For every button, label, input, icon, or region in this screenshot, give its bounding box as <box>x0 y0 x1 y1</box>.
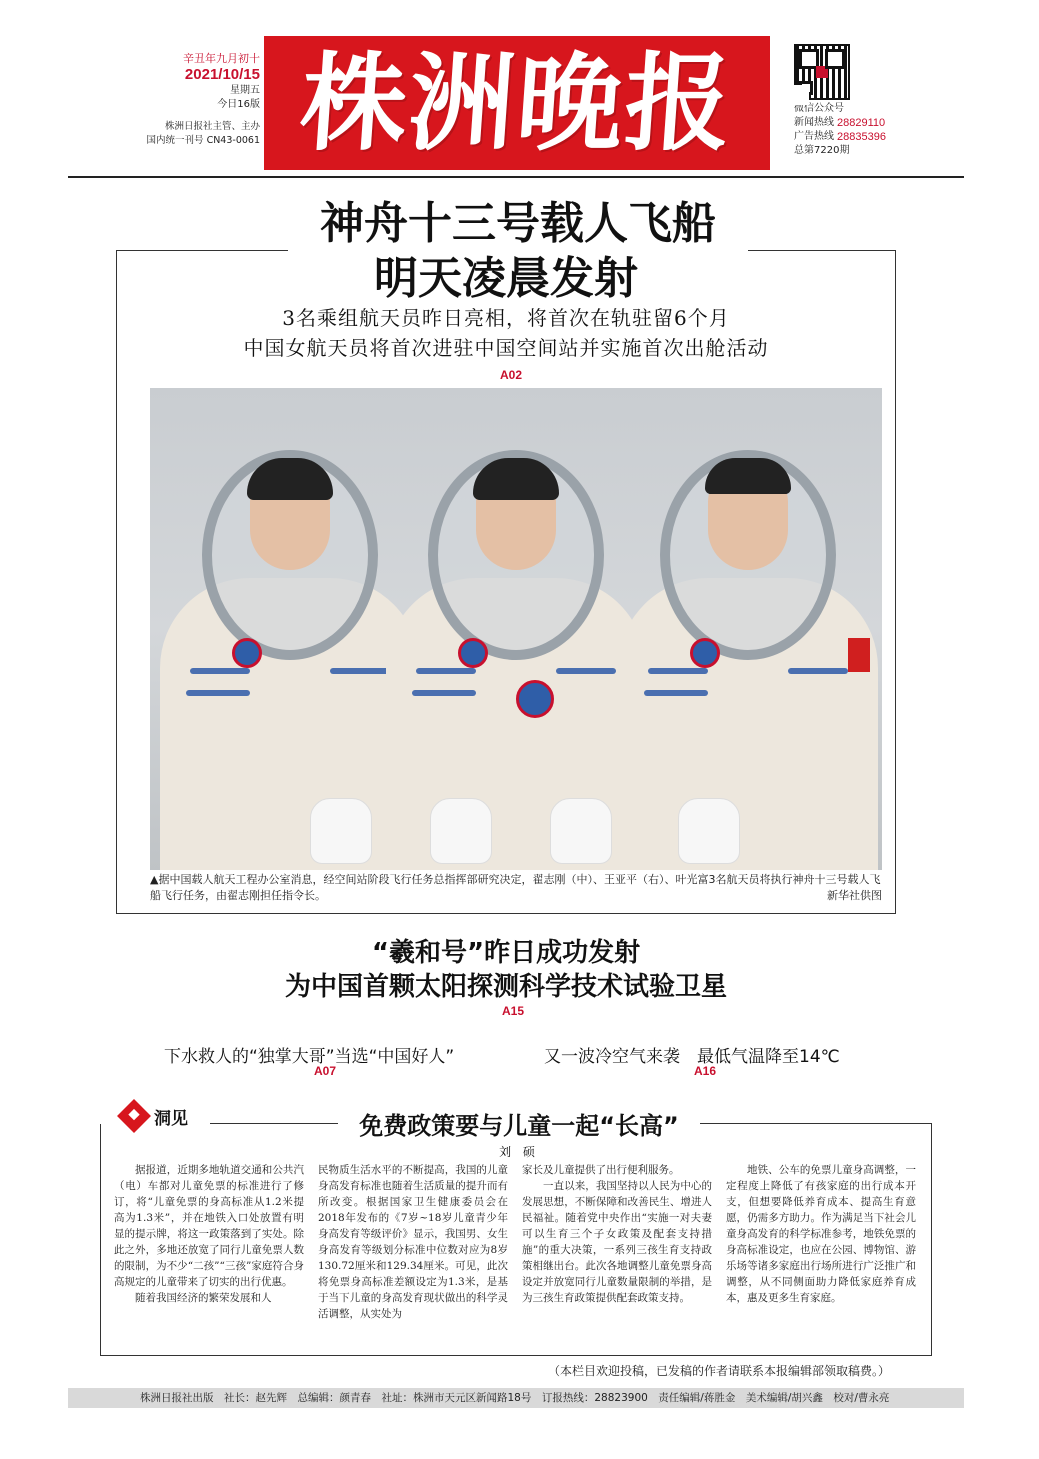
column-text-col4 <box>726 1162 916 1306</box>
paragraph: 民物质生活水平的不断提高，我国的儿童身高发育标准也随着生活质量的提升而有所改变。根据国家卫生健康委员会在2018年发布的《7岁~18岁儿童青少年身高发育等级评价》显示，我国男、女生身高发育等级划分标准中位数对应为8岁130.72厘米和129.34厘米。可见，此次将免票身高标准差额设定为1.3米，是基于当下儿童的身高发育现状做出的科学灵活调整，从实处为 <box>318 1164 508 1320</box>
issue-date: 2021/10/15 <box>184 66 260 83</box>
column-top-rule <box>700 1123 932 1124</box>
teaser-cold-wave[interactable]: 又一波冷空气来袭 最低气温降至14℃ <box>544 1047 840 1067</box>
news-hotline-number: 28829110 <box>837 117 886 129</box>
paragraph: 据报道，近期多地轨道交通和公共汽（电）车都对儿童免票的标准进行了修订，将“儿童免票的身高标准从1.2米提高为1.3米”，并在地铁入口处放置有明显的提示牌，将这一政策落到了实处。除此之外，多地还放宽了同行儿童免票人数的限制，为不少“二孩”“三孩”家庭符合身高规定的儿童带来了切实的出行优惠。 <box>114 1164 304 1288</box>
ad-hotline-label: 广告热线 <box>794 131 834 142</box>
lead-headline-line1[interactable]: 神舟十三号载人飞船 <box>288 196 748 252</box>
mission-badge-icon <box>458 638 488 668</box>
column-title[interactable]: 免费政策要与儿童一起“长高” <box>338 1106 700 1141</box>
astronaut-left <box>160 428 420 870</box>
paragraph: 家长及儿童提供了出行便利服务。 <box>522 1164 680 1176</box>
teaser-good-samaritan[interactable]: 下水救人的“独掌大哥”当选“中国好人” <box>164 1047 455 1067</box>
ad-hotline <box>794 130 944 144</box>
lead-subheadline-1: 3名乘组航天员昨日亮相，将首次在轨驻留6个月 <box>282 306 730 330</box>
story2-headline-line2[interactable]: 为中国首颗太阳探测科学技术试验卫星 <box>284 972 727 1002</box>
newspaper-name: 株洲晚报 <box>296 40 738 165</box>
footer-imprint: 株洲日报社出版 社长：赵先辉 总编辑：颜青春 社址：株洲市天元区新闻路18号 订报热线：28823900 责任编辑/蒋胜金 美术编辑/胡兴鑫 校对/曹永亮 <box>68 1388 964 1408</box>
photo-credit: 新华社供图 <box>827 889 882 902</box>
story2-headline-line1[interactable]: “羲和号”昨日成功发射 <box>371 938 641 968</box>
photo-caption-text: ▲据中国载人航天工程办公室消息，经空间站阶段飞行任务总指挥部研究决定，翟志刚（中）、王亚平（右）、叶光富3名航天员将执行神舟十三号载人飞船飞行任务，由翟志刚担任指令长。 <box>150 873 881 902</box>
lunar-date: 辛丑年九月初十 <box>183 52 260 65</box>
issue-number: 总第7220期 <box>794 145 850 156</box>
cn-code: 国内统一刊号 CN43-0061 <box>146 135 260 146</box>
mission-patch-icon <box>516 680 554 718</box>
newspaper-logo <box>264 36 770 170</box>
column-tag-label: 洞见 <box>154 1108 188 1129</box>
column-author: 刘 硕 <box>499 1145 539 1159</box>
page-count: 今日16版 <box>217 99 260 110</box>
column-text-col1 <box>114 1162 304 1306</box>
masthead-info-left <box>136 52 260 148</box>
story2-page-ref[interactable]: A15 <box>502 1004 525 1018</box>
astronaut-center <box>386 428 646 870</box>
paragraph: 随着我国经济的繁荣发展和人 <box>135 1292 272 1304</box>
weekday: 星期五 <box>230 85 260 96</box>
astronaut-photo <box>150 388 882 870</box>
astronaut-right <box>618 428 878 870</box>
china-flag-icon <box>848 638 870 672</box>
wechat-label: 微信公众号 <box>794 103 844 114</box>
paragraph: 地铁、公车的免票儿童身高调整，一定程度上降低了有孩家庭的出行成本开支，但想要降低养育成本、提高生育意愿，仍需多方助力。作为满足当下社会儿童身高发育的科学标准参考，地铁免票的身高标准设定，也应在公园、博物馆、游乐场等诸多家庭出行场所进行广泛推广和调整，从不同侧面助力降低家庭养育成本，惠及更多生育家庭。 <box>726 1164 916 1304</box>
photo-caption <box>150 872 890 904</box>
mission-badge-icon <box>690 638 720 668</box>
lead-page-ref[interactable]: A02 <box>500 368 523 382</box>
column-text-col2 <box>318 1162 508 1322</box>
column-text-col3 <box>522 1162 712 1306</box>
news-hotline-label: 新闻热线 <box>794 117 834 128</box>
column-top-rule <box>210 1123 338 1124</box>
masthead-info-right <box>794 44 944 158</box>
lead-headline-line2[interactable]: 明天凌晨发射 <box>374 253 638 304</box>
mission-badge-icon <box>232 638 262 668</box>
teaser-cold-wave-ref[interactable]: A16 <box>694 1064 717 1078</box>
news-hotline <box>794 116 944 130</box>
lead-subheadline-2: 中国女航天员将首次进驻中国空间站并实施首次出舱活动 <box>243 336 769 360</box>
ad-hotline-number: 28835396 <box>837 131 886 143</box>
masthead-divider <box>68 176 964 178</box>
qr-code-icon[interactable] <box>794 44 850 100</box>
teaser-good-samaritan-ref[interactable]: A07 <box>314 1064 337 1078</box>
paragraph: 一直以来，我国坚持以人民为中心的发展思想，不断保障和改善民生、增进人民福祉。随着党中央作出“实施一对夫妻可以生育三个子女政策及配套支持措施”的重大决策，一系列三孩生育支持政策相继出台。此次各地调整儿童免票身高设定并放宽同行儿童数量限制的举措，是为三孩生育政策提供配套政策支持。 <box>522 1180 712 1304</box>
column-tag-icon <box>117 1099 151 1133</box>
column-submission-note: （本栏目欢迎投稿，已发稿的作者请联系本报编辑部领取稿费。） <box>548 1364 891 1378</box>
sponsor-text: 株洲日报社主管、主办 <box>164 121 260 132</box>
column-tag <box>122 1103 214 1129</box>
